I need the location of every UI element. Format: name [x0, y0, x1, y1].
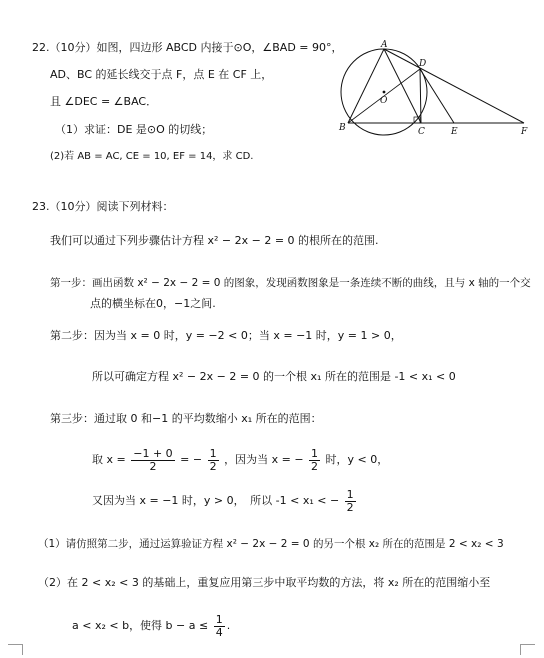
corner-mark-bottom-left [8, 644, 23, 655]
step3-b-pre: 取 x = [92, 453, 126, 466]
label-b: B [339, 123, 346, 133]
fraction-avg-num: −1 + 0 [133, 446, 173, 460]
step3-c-pre: 又因为当 x = −1 时，y > 0， 所以 -1 < x₁ < − [92, 494, 340, 507]
fraction-quarter [214, 614, 225, 639]
q22-heading [32, 41, 343, 55]
segment-ac [384, 49, 421, 123]
step3-b-mid2: ，因为当 x = − [224, 453, 304, 466]
label-e: E [451, 127, 458, 137]
label-c: C [418, 127, 425, 137]
fraction-half-3-den: 2 [346, 500, 354, 514]
q23-points: （10分） [49, 200, 97, 213]
q22-number: 22. [32, 41, 50, 54]
q23-step3-b [92, 446, 388, 474]
q23-step3-a: 第三步：通过取 0 和−1 的平均数缩小 x₁ 所在的范围： [50, 412, 322, 425]
q23-heading [32, 200, 174, 214]
label-o: O [380, 96, 388, 106]
q23-title: 阅读下列材料： [96, 200, 174, 213]
step3-b-post: 时，y < 0， [325, 453, 389, 466]
q23-sub2-b [72, 612, 230, 640]
q22-points: （10分） [49, 41, 97, 54]
fraction-avg [131, 448, 174, 473]
q22-part2: (2)若 AB = AC, CE = 10, EF = 14，求 CD. [50, 151, 254, 162]
center-point [383, 91, 386, 94]
q22-line1: 如图，四边形 ABCD 内接于⊙O，∠BAD = 90°， [96, 41, 343, 54]
geometry-figure [330, 40, 540, 140]
q22-line3: 且 ∠DEC = ∠BAC． [50, 95, 158, 108]
segment-af [384, 49, 524, 123]
fraction-half-1-num: 1 [209, 446, 217, 460]
q22-line2: AD、BC 的延长线交于点 F，点 E 在 CF 上， [50, 68, 273, 81]
fraction-quarter-den: 4 [215, 625, 223, 639]
q23-intro: 我们可以通过下列步骤估计方程 x² − 2x − 2 = 0 的根所在的范围. [50, 234, 379, 247]
fraction-half-2-num: 1 [311, 446, 319, 460]
q23-number: 23. [32, 200, 50, 213]
q23-step1-b: 点的横坐标在0，−1之间. [90, 297, 216, 310]
corner-mark-bottom-right [520, 644, 535, 655]
sub2-b-pre: a < x₂ < b，使得 b − a ≤ [72, 619, 209, 632]
fraction-half-3 [345, 489, 356, 514]
label-a: A [381, 40, 388, 50]
q23-step2-b: 所以可确定方程 x² − 2x − 2 = 0 的一个根 x₁ 所在的范围是 -1 < x₁ < 0 [92, 370, 456, 383]
fraction-half-2 [309, 448, 320, 473]
q23-step2-a: 第二步：因为当 x = 0 时，y = −2 < 0；当 x = −1 时，y = 1 > 0， [50, 329, 402, 342]
fraction-half-3-num: 1 [346, 487, 354, 501]
q22-part1: （1）求证：DE 是⊙O 的切线； [55, 123, 213, 136]
segment-ab [348, 49, 384, 123]
fraction-quarter-num: 1 [215, 612, 223, 626]
fraction-half-1-den: 2 [209, 459, 217, 473]
q23-sub2: （2）在 2 < x₂ < 3 的基础上，重复应用第三步中取平均数的方法，将 x₂ 所在的范围缩小至 [38, 576, 491, 589]
fraction-avg-den: 2 [149, 459, 157, 473]
fraction-half-2-den: 2 [311, 459, 319, 473]
q23-step3-c [92, 487, 358, 515]
q23-sub1: （1）请仿照第二步，通过运算验证方程 x² − 2x − 2 = 0 的另一个根 x₂ 所在的范围是 2 < x₂ < 3 [38, 538, 504, 550]
label-f: F [521, 127, 528, 137]
sub2-b-post: . [226, 619, 231, 632]
step3-b-mid: = − [180, 453, 203, 466]
label-d: D [419, 59, 427, 69]
fraction-half-1 [208, 448, 219, 473]
q23-step1-a: 第一步：画出函数 x² − 2x − 2 = 0 的图象，发现函数图象是一条连续不断的曲线，且与 x 轴的一个交 [50, 277, 531, 289]
